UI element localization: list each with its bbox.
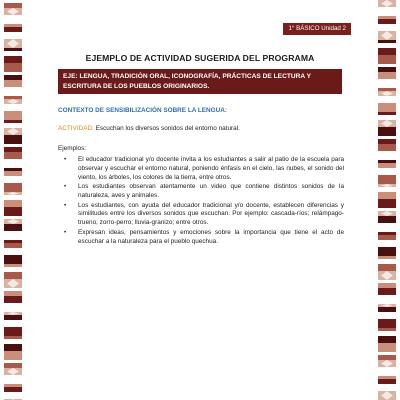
border-band (378, 175, 396, 184)
border-band (378, 259, 396, 264)
border-band (378, 379, 396, 384)
list-item (58, 229, 344, 247)
border-band (378, 264, 396, 271)
border-band (378, 67, 396, 72)
border-band (4, 291, 22, 296)
border-band (378, 144, 396, 151)
border-band (4, 176, 22, 183)
border-band (4, 387, 22, 392)
border-band (378, 328, 396, 331)
border-band (378, 160, 396, 163)
border-band (4, 104, 22, 111)
border-band (378, 115, 396, 120)
border-band (4, 63, 22, 72)
border-band (4, 288, 22, 291)
border-band (378, 384, 396, 391)
border-band (4, 240, 22, 243)
bullet-icon: • (64, 183, 67, 191)
border-band (4, 200, 22, 207)
border-band (4, 375, 22, 384)
border-band (378, 16, 396, 19)
border-band (4, 27, 22, 32)
border-band (378, 256, 396, 259)
border-band (4, 267, 22, 272)
border-band (4, 171, 22, 176)
border-band (4, 255, 22, 264)
border-band (4, 303, 22, 312)
border-band (378, 376, 396, 379)
border-band (4, 195, 22, 200)
border-band (4, 152, 22, 159)
border-band (4, 272, 22, 279)
list-item (58, 156, 344, 183)
border-band (4, 3, 22, 8)
border-band (4, 168, 22, 171)
list-item (58, 183, 344, 201)
border-band (4, 87, 22, 96)
border-band (378, 307, 396, 312)
border-band (378, 295, 396, 304)
border-band (378, 7, 396, 16)
list-item-text: Expresan ideas, pensamientos y emociones sobre la importancia que tiene el acto de escuchar a la naturaleza para el pueblo quechua. (78, 228, 344, 245)
border-band (378, 199, 396, 208)
border-band (378, 40, 396, 43)
grade-unit-badge: 1° BÁSICO Unidad 2 (283, 23, 351, 35)
border-band (4, 296, 22, 303)
examples-label: Ejemplos: (58, 145, 87, 152)
border-band (378, 367, 396, 376)
border-band (378, 103, 396, 112)
border-band (378, 223, 396, 232)
border-band (4, 80, 22, 87)
border-band (378, 283, 396, 288)
border-band (4, 183, 22, 192)
border-band (378, 232, 396, 235)
border-band (378, 187, 396, 192)
border-band (4, 24, 22, 27)
border-band (378, 136, 396, 139)
border-band (4, 32, 22, 39)
border-band (4, 147, 22, 152)
border-band (4, 243, 22, 248)
border-band (4, 207, 22, 216)
border-band (378, 192, 396, 199)
border-band (4, 320, 22, 327)
border-band (4, 144, 22, 147)
list-item-text: Los estudiantes observan atentamente un video que contiene distintos sonidos de la naturaleza, aves y animales. (78, 183, 344, 200)
border-band (378, 288, 396, 295)
border-band (378, 312, 396, 319)
border-band (378, 216, 396, 223)
border-band (4, 0, 22, 3)
border-band (378, 168, 396, 175)
border-band (4, 264, 22, 267)
border-band (378, 280, 396, 283)
activity-text: Escuchan los diversos sonidos del entorno natural. (93, 125, 240, 132)
border-band (4, 344, 22, 351)
border-band (378, 112, 396, 115)
border-band (4, 315, 22, 320)
border-band (378, 352, 396, 355)
border-band (378, 355, 396, 360)
border-band (378, 163, 396, 168)
border-band (4, 360, 22, 363)
list-item-text: El educador tradicional y/o docente invita a los estudiantes a salir al patio de la escuela para observar y escuchar el entorno natural, poniendo énfasis en el cielo, las nubes, el sonido del viento, los árboles, los colores de la tierra, entre otros. (78, 156, 344, 181)
border-band (378, 139, 396, 144)
list-item (58, 202, 344, 229)
border-band (4, 96, 22, 99)
border-band (378, 336, 396, 343)
border-band (4, 75, 22, 80)
border-band (378, 343, 396, 352)
bullet-icon: • (64, 228, 67, 236)
bullet-icon: • (64, 201, 67, 209)
border-band (4, 224, 22, 231)
border-band (4, 231, 22, 240)
border-band (378, 19, 396, 24)
border-band (4, 363, 22, 368)
examples-list (58, 156, 344, 247)
border-band (378, 88, 396, 91)
border-band (378, 79, 396, 88)
page-title: EJEMPLO DE ACTIVIDAD SUGERIDA DEL PROGRAMA (85, 53, 315, 63)
list-item-text: Los estudiantes, con ayuda del educador tradicional y/o docente, establecen diferencias y similitudes entre los diversos sonidos que escuchan. Por ejemplo: cascada-ríos; relámpago-trueno, zorro-perro; lluvia-granizo; entre otros. (78, 201, 344, 227)
border-band (4, 216, 22, 219)
border-band (4, 123, 22, 128)
border-band (4, 48, 22, 51)
activity-line (58, 125, 240, 132)
eje-banner: EJE: LENGUA, TRADICIÓN ORAL, ICONOGRAFÍA, PRÁCTICAS DE LECTURA Y ESCRITURA DE LOS PUEBLOS ORIGINARIOS. (58, 69, 342, 94)
border-band (378, 235, 396, 240)
border-band (4, 327, 22, 336)
border-band (4, 120, 22, 123)
activity-label: ACTIVIDAD: (58, 125, 94, 132)
border-band (4, 15, 22, 24)
bullet-icon: • (64, 156, 67, 163)
border-band (378, 43, 396, 48)
border-band (378, 247, 396, 256)
border-band (4, 111, 22, 120)
section-heading: CONTEXTO DE SENSIBILIZACIÓN SOBRE LA LENGUA: (58, 107, 228, 114)
border-band (378, 24, 396, 31)
border-band (378, 208, 396, 211)
border-band (378, 96, 396, 103)
border-band (378, 72, 396, 79)
border-band (4, 135, 22, 144)
border-band (378, 127, 396, 136)
border-band (4, 336, 22, 339)
border-band (4, 384, 22, 387)
border-band (378, 319, 396, 328)
border-band (4, 392, 22, 399)
border-band (4, 351, 22, 360)
